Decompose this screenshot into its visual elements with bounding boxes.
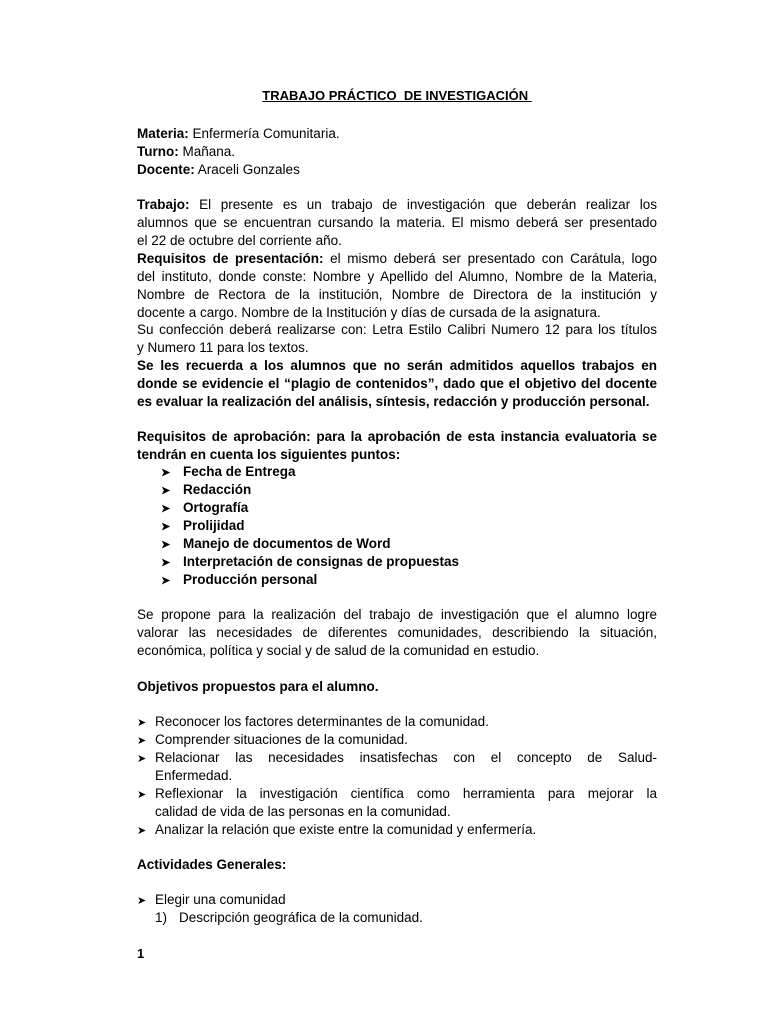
materia-value: Enfermería Comunitaria. xyxy=(188,126,340,141)
aprobacion-line-2: tendrán en cuenta los siguientes puntos: xyxy=(137,447,401,462)
arrow-bullet-icon: ➤ xyxy=(137,753,147,765)
list-item: ➤ Analizar la relación que existe entre la comunidad y enfermería. xyxy=(137,821,536,840)
aprobacion-line-1: Requisitos de aprobación: para la aprobación de esta instancia evaluatoria se xyxy=(137,429,657,444)
arrow-bullet-icon: ➤ xyxy=(137,717,147,729)
requisitos-presentacion-line-2: del instituto, donde conste: Nombre y Apellido del Alumno, Nombre de la Materia, xyxy=(137,269,657,284)
trabajo-text-1: El presente es un trabajo de investigación que deberán realizar los xyxy=(189,197,657,212)
trabajo-line-1 xyxy=(137,196,657,214)
trabajo-line-2: alumnos que se encuentran cursando la materia. El mismo deberá ser presentado xyxy=(137,215,657,230)
turno-value: Mañana. xyxy=(178,144,236,159)
list-item: ➤ Interpretación de consignas de propuestas xyxy=(161,553,459,572)
materia-label: Materia: xyxy=(137,126,189,141)
item-number: 1) xyxy=(155,910,168,925)
arrow-bullet-icon: ➤ xyxy=(137,735,147,747)
arrow-bullet-icon: ➤ xyxy=(161,485,171,497)
confeccion-line-2: y Numero 11 para los textos. xyxy=(137,340,309,355)
objetivos-heading: Objetivos propuestos para el alumno. xyxy=(137,679,379,694)
arrow-bullet-icon: ➤ xyxy=(137,789,147,801)
arrow-bullet-icon: ➤ xyxy=(161,521,171,533)
arrow-bullet-icon: ➤ xyxy=(137,825,147,837)
docente-label: Docente: xyxy=(137,162,195,177)
turno-label: Turno: xyxy=(137,144,179,159)
page-number: 1 xyxy=(137,946,145,961)
propuesta-line-1: Se propone para la realización del trabajo de investigación que el alumno logre xyxy=(137,607,657,622)
list-item: ➤ Producción personal xyxy=(161,571,317,590)
list-item: ➤ Reconocer los factores determinantes de la comunidad. xyxy=(137,713,489,732)
propuesta-line-2: valorar las necesidades de diferentes comunidades, describiendo la situación, xyxy=(137,625,657,640)
list-item: ➤ Elegir una comunidad xyxy=(137,891,286,910)
list-item: ➤ Reflexionar la investigación científica como herramienta para mejorar la xyxy=(137,785,657,804)
materia-line xyxy=(137,125,657,143)
list-item: ➤ Comprender situaciones de la comunidad. xyxy=(137,731,408,750)
list-item-continuation: Enfermedad. xyxy=(155,768,233,783)
propuesta-line-3: económica, política y social y de salud de la comunidad en estudio. xyxy=(137,643,540,658)
arrow-bullet-icon: ➤ xyxy=(161,557,171,569)
aviso-line-2: donde se evidencie el “plagio de contenidos”, dado que el objetivo del docente xyxy=(137,376,657,391)
aviso-line-1: Se les recuerda a los alumnos que no serán admitidos aquellos trabajos en xyxy=(137,358,657,373)
arrow-bullet-icon: ➤ xyxy=(161,467,171,479)
list-item-continuation: calidad de vida de las personas en la comunidad. xyxy=(155,804,451,819)
requisitos-presentacion-line-1 xyxy=(137,250,657,268)
requisitos-presentacion-label: Requisitos de presentación: xyxy=(137,251,324,266)
arrow-bullet-icon: ➤ xyxy=(137,895,147,907)
trabajo-line-3: el 22 de octubre del corriente año. xyxy=(137,233,342,248)
confeccion-line-1: Su confección deberá realizarse con: Letra Estilo Calibri Numero 12 para los títulos xyxy=(137,322,657,337)
document-title: TRABAJO PRÁCTICO DE INVESTIGACIÓN xyxy=(262,88,532,103)
arrow-bullet-icon: ➤ xyxy=(161,503,171,515)
requisitos-presentacion-line-3: Nombre de Rectora de la institución, Nombre de Directora de la institución y xyxy=(137,287,657,302)
list-item: ➤ Redacción xyxy=(161,481,251,500)
turno-line xyxy=(137,143,657,161)
requisitos-presentacion-text-1: el mismo deberá ser presentado con Carátula, logo xyxy=(323,251,657,266)
requisitos-presentacion-line-4: docente a cargo. Nombre de la Institución y días de cursada de la asignatura. xyxy=(137,305,601,320)
list-item: ➤ Prolijidad xyxy=(161,517,245,536)
list-item: ➤ Manejo de documentos de Word xyxy=(161,535,391,554)
list-item: ➤ Relacionar las necesidades insatisfechas con el concepto de Salud- xyxy=(137,749,657,768)
docente-line xyxy=(137,161,657,179)
numbered-item xyxy=(155,909,423,927)
list-item: ➤ Fecha de Entrega xyxy=(161,463,296,482)
item-text: Descripción geográfica de la comunidad. xyxy=(179,910,423,925)
aviso-line-3: es evaluar la realización del análisis, síntesis, redacción y producción personal. xyxy=(137,394,650,409)
actividades-heading: Actividades Generales: xyxy=(137,857,287,872)
list-item: ➤ Ortografía xyxy=(161,499,248,518)
docente-value: Araceli Gonzales xyxy=(194,162,300,177)
arrow-bullet-icon: ➤ xyxy=(161,575,171,587)
arrow-bullet-icon: ➤ xyxy=(161,539,171,551)
trabajo-label: Trabajo: xyxy=(137,197,190,212)
